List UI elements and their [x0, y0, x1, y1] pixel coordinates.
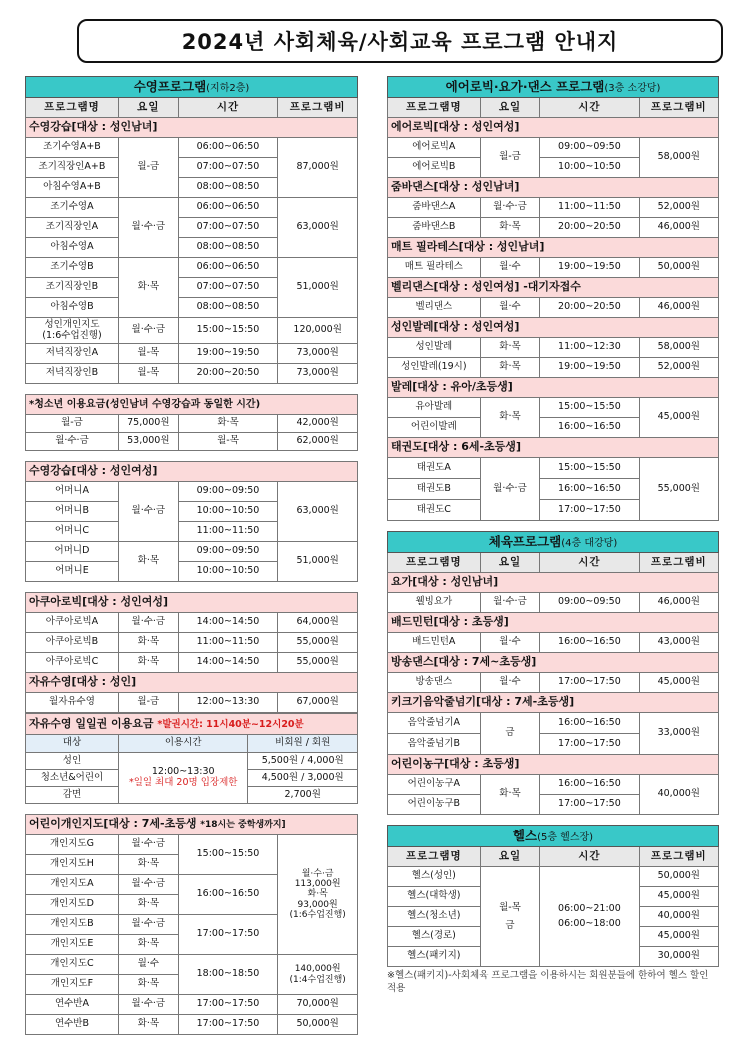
- program-name: 개인지도F: [26, 975, 119, 995]
- target-cell: 감면: [26, 787, 119, 804]
- health-table: [387, 825, 719, 967]
- program-name: 벨리댄스: [388, 298, 481, 318]
- fee-cell: 67,000원: [278, 693, 358, 713]
- day-cell: 화·목: [118, 633, 178, 653]
- program-name: 개인지도E: [26, 935, 119, 955]
- time-cell: 16:00~16:50: [540, 775, 639, 795]
- col-usetime: 이용시간: [118, 735, 247, 753]
- program-name: 조기직장인A+B: [26, 158, 119, 178]
- day-cell: 월-금: [480, 138, 540, 178]
- price-cell: 4,500원 / 3,000원: [248, 770, 358, 787]
- time-cell: 10:00~10:50: [178, 562, 278, 582]
- day-cell: 화·목: [118, 855, 178, 875]
- program-name: 음악줄넘기A: [388, 713, 481, 734]
- day-cell: 화·목: [480, 398, 540, 438]
- fee-cell: 33,000원: [639, 713, 718, 755]
- section-title: 요가[대상 : 성인남녀]: [388, 573, 719, 593]
- section-title: 어린이농구[대상 : 초등생]: [388, 755, 719, 775]
- time-cell: 08:00~08:50: [178, 178, 278, 198]
- day-cell: 화·목: [178, 415, 278, 433]
- day-cell: 월-금: [118, 693, 178, 713]
- time-cell: 17:00~17:50: [178, 915, 278, 955]
- program-name: 헬스(성인): [388, 867, 481, 887]
- section-title: 수영강습[대상 : 성인여성]: [26, 462, 358, 482]
- day-cell: 화·목: [480, 358, 540, 378]
- program-name: 아침수영A: [26, 238, 119, 258]
- time-cell: 15:00~15:50: [540, 458, 639, 479]
- fee-cell: 51,000원: [278, 542, 358, 582]
- day-cell: 월·수·금: [118, 835, 178, 855]
- col-time: 시간: [178, 98, 278, 118]
- day-cell: 월·수·금: [118, 198, 178, 258]
- limit-note: *일일 최대 20명 입장제한: [128, 777, 238, 788]
- time-cell: 19:00~19:50: [178, 344, 278, 364]
- sports-table: [387, 531, 719, 815]
- program-name: 연수반B: [26, 1015, 119, 1035]
- section-title: 키크기음악줄넘기[대상 : 7세-초등생]: [388, 693, 719, 713]
- program-name: 개인지도B: [26, 915, 119, 935]
- day-cell: 월-목 금: [480, 867, 540, 967]
- time-cell: 11:00~12:30: [540, 338, 639, 358]
- col-time: 시간: [540, 847, 639, 867]
- day-cell: 월-목: [118, 344, 178, 364]
- fee-cell: 75,000원: [118, 415, 178, 433]
- program-name: 유아발레: [388, 398, 481, 418]
- sports-header-sub: (4층 대강당): [561, 537, 618, 549]
- program-name: 어머니B: [26, 502, 119, 522]
- section-title: 태권도[대상 : 6세-초등생]: [388, 438, 719, 458]
- col-fee: 프로그램비: [639, 553, 718, 573]
- time-cell: 09:00~09:50: [178, 482, 278, 502]
- program-name: 연수반A: [26, 995, 119, 1015]
- day-cell: 월·수: [118, 955, 178, 975]
- usetime-cell: [118, 753, 247, 804]
- day-cell: 화·목: [480, 775, 540, 815]
- day-cell: 월-목: [118, 364, 178, 384]
- program-name: 개인지도G: [26, 835, 119, 855]
- program-name: 조기직장인B: [26, 278, 119, 298]
- fee-cell: 73,000원: [278, 344, 358, 364]
- swim-women-table: [25, 461, 358, 582]
- program-name: 성인발레: [388, 338, 481, 358]
- fee-cell: 51,000원: [278, 258, 358, 318]
- day-cell: 화·목: [118, 258, 178, 318]
- time-cell: 06:00~06:50: [178, 198, 278, 218]
- program-name: 에어로빅A: [388, 138, 481, 158]
- health-header-sub: (5층 헬스장): [537, 831, 594, 843]
- section-title: 벨리댄스[대상 : 성인여성] -대기자접수: [388, 278, 719, 298]
- col-program: 프로그램명: [26, 98, 119, 118]
- fee-cell: 45,000원: [639, 673, 718, 693]
- program-name: 어린이농구A: [388, 775, 481, 795]
- time-cell: 15:00~15:50: [540, 398, 639, 418]
- health-header-label: 헬스: [512, 827, 538, 843]
- day-cell: 월·수·금: [480, 593, 540, 613]
- col-day: 요일: [480, 847, 540, 867]
- time-cell: 11:00~11:50: [178, 633, 278, 653]
- time-cell: 07:00~07:50: [178, 278, 278, 298]
- fee-cell: 55,000원: [639, 458, 718, 521]
- fee-cell: 46,000원: [639, 218, 718, 238]
- time-cell: 09:00~09:50: [178, 542, 278, 562]
- time-cell: 08:00~08:50: [178, 298, 278, 318]
- fee-cell: 55,000원: [278, 633, 358, 653]
- day-cell: 월·수·금: [26, 433, 119, 451]
- program-name: 아쿠아로빅A: [26, 613, 119, 633]
- fee-cell: 120,000원: [278, 318, 358, 344]
- day-cell: 월·수·금: [118, 613, 178, 633]
- program-name: 아쿠아로빅B: [26, 633, 119, 653]
- fee-cell: 46,000원: [639, 298, 718, 318]
- fee-cell: 42,000원: [278, 415, 358, 433]
- program-name: 개인지도C: [26, 955, 119, 975]
- program-name: 어린이발레: [388, 418, 481, 438]
- time-cell: 18:00~18:50: [178, 955, 278, 995]
- section-title: 매트 필라테스[대상 : 성인남녀]: [388, 238, 719, 258]
- day-cell: 화·목: [118, 653, 178, 673]
- time-cell: 09:00~09:50: [540, 138, 639, 158]
- program-name: 아침수영A+B: [26, 178, 119, 198]
- aerobic-header-sub: (3층 소강당): [604, 82, 661, 94]
- col-target: 대상: [26, 735, 119, 753]
- section-title: 방송댄스[대상 : 7세~초등생]: [388, 653, 719, 673]
- time-cell: 11:00~11:50: [178, 522, 278, 542]
- kids-title: 어린이개인지도[대상 : 7세-초등생: [29, 817, 197, 831]
- fee-cell: 52,000원: [639, 198, 718, 218]
- col-time: 시간: [540, 98, 639, 118]
- swim-column: [25, 76, 358, 1035]
- swim-header-sub: (지하2층): [206, 82, 250, 94]
- program-name: 웰빙요가: [388, 593, 481, 613]
- fee-cell: 40,000원: [639, 907, 718, 927]
- swim-table: [25, 76, 358, 384]
- daypass-title: 자유수영 일일권 이용요금: [29, 716, 154, 730]
- fee-cell: 46,000원: [639, 593, 718, 613]
- program-name: 조기수영A: [26, 198, 119, 218]
- day-cell: 금: [480, 713, 540, 755]
- fee-cell: 70,000원: [278, 995, 358, 1015]
- program-name: 태권도B: [388, 479, 481, 500]
- program-name: 배드민턴A: [388, 633, 481, 653]
- col-day: 요일: [480, 98, 540, 118]
- swim-header-label: 수영프로그램: [133, 78, 207, 94]
- program-name: 개인지도H: [26, 855, 119, 875]
- day-cell: 화·목: [118, 1015, 178, 1035]
- time-cell: 07:00~07:50: [178, 218, 278, 238]
- price-cell: 5,500원 / 4,000원: [248, 753, 358, 770]
- time-cell: 15:00~15:50: [178, 835, 278, 875]
- col-program: 프로그램명: [388, 553, 481, 573]
- time-cell: 17:00~17:50: [540, 673, 639, 693]
- day-cell: 화·목: [480, 338, 540, 358]
- section-title: 에어로빅[대상 : 성인여성]: [388, 118, 719, 138]
- fee-cell: 140,000원 (1:4수업진행): [278, 955, 358, 995]
- program-name: 줌바댄스A: [388, 198, 481, 218]
- program-name: 조기직장인A: [26, 218, 119, 238]
- day-cell: 화·목: [118, 975, 178, 995]
- col-time: 시간: [540, 553, 639, 573]
- program-name: 개인지도A: [26, 875, 119, 895]
- fee-cell: 63,000원: [278, 198, 358, 258]
- program-name: 태권도C: [388, 500, 481, 521]
- day-cell: 화·목: [480, 218, 540, 238]
- fee-cell: 63,000원: [278, 482, 358, 542]
- day-cell: 월·수·금: [118, 995, 178, 1015]
- day-cell: 월·수·금: [118, 915, 178, 935]
- day-cell: 월·수·금: [118, 318, 178, 344]
- fee-cell: 64,000원: [278, 613, 358, 633]
- section-title: 줌바댄스[대상 : 성인남녀]: [388, 178, 719, 198]
- program-name: 에어로빅B: [388, 158, 481, 178]
- program-name: 성인발레(19시): [388, 358, 481, 378]
- time-cell: 08:00~08:50: [178, 238, 278, 258]
- kids-note: *18시는 중학생까지]: [200, 820, 286, 831]
- fee-cell: 월·수·금 113,000원 화·목 93,000원 (1:6수업진행): [278, 835, 358, 955]
- health-header: [388, 826, 719, 847]
- target-cell: 청소년&어린이: [26, 770, 119, 787]
- time-cell: 06:00~06:50: [178, 138, 278, 158]
- fee-cell: 58,000원: [639, 338, 718, 358]
- program-name: 헬스(청소년): [388, 907, 481, 927]
- day-cell: 월·수: [480, 298, 540, 318]
- day-cell: 월·수·금: [480, 458, 540, 521]
- program-name: 어머니C: [26, 522, 119, 542]
- fee-cell: 45,000원: [639, 398, 718, 438]
- time-cell: 20:00~20:50: [540, 218, 639, 238]
- program-name: 줌바댄스B: [388, 218, 481, 238]
- col-day: 요일: [118, 98, 178, 118]
- time-cell: 16:00~16:50: [540, 633, 639, 653]
- swim-header: [26, 77, 358, 98]
- time-cell: 19:00~19:50: [540, 258, 639, 278]
- program-name: 헬스(경로): [388, 927, 481, 947]
- section-title: [26, 815, 358, 835]
- section-title: 자유수영[대상 : 성인]: [26, 673, 358, 693]
- kids-lesson-table: [25, 814, 358, 1035]
- col-fee: 프로그램비: [639, 98, 718, 118]
- program-name: 어머니D: [26, 542, 119, 562]
- program-name: 어머니E: [26, 562, 119, 582]
- time-cell: 17:00~17:50: [540, 500, 639, 521]
- time-cell: 16:00~16:50: [540, 418, 639, 438]
- fee-cell: 45,000원: [639, 887, 718, 907]
- fee-cell: 87,000원: [278, 138, 358, 198]
- program-name: 방송댄스: [388, 673, 481, 693]
- aerobic-header-label: 에어로빅·요가·댄스 프로그램: [445, 78, 605, 94]
- fee-cell: 58,000원: [639, 138, 718, 178]
- day-cell: 월·수: [480, 258, 540, 278]
- program-name: 조기수영A+B: [26, 138, 119, 158]
- day-cell: 월-금: [118, 138, 178, 198]
- program-name: 월자유수영: [26, 693, 119, 713]
- time-cell: 06:00~21:00 06:00~18:00: [540, 867, 639, 967]
- time-cell: 07:00~07:50: [178, 158, 278, 178]
- fee-cell: 62,000원: [278, 433, 358, 451]
- fee-cell: 30,000원: [639, 947, 718, 967]
- section-title: [26, 714, 358, 735]
- time-cell: 09:00~09:50: [540, 593, 639, 613]
- right-column: [387, 76, 719, 996]
- time-cell: 16:00~16:50: [540, 479, 639, 500]
- time-cell: 10:00~10:50: [540, 158, 639, 178]
- program-name: 헬스(대학생): [388, 887, 481, 907]
- program-name: 조기수영B: [26, 258, 119, 278]
- fee-cell: 55,000원: [278, 653, 358, 673]
- program-name: 성인개인지도 (1:6수업진행): [26, 318, 119, 344]
- time-cell: 17:00~17:50: [540, 734, 639, 755]
- fee-cell: 45,000원: [639, 927, 718, 947]
- time-cell: 15:00~15:50: [178, 318, 278, 344]
- section-title: 아쿠아로빅[대상 : 성인여성]: [26, 593, 358, 613]
- program-name: 개인지도D: [26, 895, 119, 915]
- fee-cell: 53,000원: [118, 433, 178, 451]
- fee-cell: 50,000원: [639, 258, 718, 278]
- time-cell: 06:00~06:50: [178, 258, 278, 278]
- aerobic-table: [387, 76, 719, 521]
- program-name: 아침수영B: [26, 298, 119, 318]
- aerobic-header: [388, 77, 719, 98]
- time-cell: 17:00~17:50: [178, 995, 278, 1015]
- daypass-table: [25, 713, 358, 804]
- time-cell: 20:00~20:50: [178, 364, 278, 384]
- section-title: 배드민턴[대상 : 초등생]: [388, 613, 719, 633]
- time-cell: 16:00~16:50: [178, 875, 278, 915]
- program-name: 매트 필라테스: [388, 258, 481, 278]
- time-cell: 17:00~17:50: [540, 795, 639, 815]
- program-name: 태권도A: [388, 458, 481, 479]
- time-cell: 16:00~16:50: [540, 713, 639, 734]
- program-name: 저녁직장인A: [26, 344, 119, 364]
- time-cell: 17:00~17:50: [178, 1015, 278, 1035]
- day-cell: 화·목: [118, 935, 178, 955]
- day-cell: 월-목: [178, 433, 278, 451]
- sports-header-label: 체육프로그램: [488, 533, 562, 549]
- col-price: 비회원 / 회원: [248, 735, 358, 753]
- fee-cell: 52,000원: [639, 358, 718, 378]
- program-name: 어린이농구B: [388, 795, 481, 815]
- day-cell: 화·목: [118, 542, 178, 582]
- page-title: 2024년 사회체육/사회교육 프로그램 안내지: [77, 19, 723, 63]
- daypass-note: *발권시간: 11시40분~12시20분: [157, 718, 304, 730]
- time-cell: 14:00~14:50: [178, 613, 278, 633]
- time-cell: 19:00~19:50: [540, 358, 639, 378]
- time-cell: 20:00~20:50: [540, 298, 639, 318]
- fee-cell: 50,000원: [278, 1015, 358, 1035]
- program-name: 음악줄넘기B: [388, 734, 481, 755]
- section-title: *청소년 이용요금(성인남녀 수영강습과 동일한 시간): [26, 395, 358, 415]
- col-day: 요일: [480, 553, 540, 573]
- col-program: 프로그램명: [388, 98, 481, 118]
- fee-cell: 43,000원: [639, 633, 718, 653]
- price-cell: 2,700원: [248, 787, 358, 804]
- health-note: ※헬스(패키지)-사회체육 프로그램을 이용하시는 회원분들에 한하여 헬스 할인 적용: [387, 970, 709, 994]
- fee-cell: 40,000원: [639, 775, 718, 815]
- day-cell: 월·수: [480, 673, 540, 693]
- program-name: 아쿠아로빅C: [26, 653, 119, 673]
- day-cell: 월·수·금: [118, 875, 178, 895]
- fee-cell: 50,000원: [639, 867, 718, 887]
- col-fee: 프로그램비: [278, 98, 358, 118]
- program-name: 저녁직장인B: [26, 364, 119, 384]
- usetime-value: 12:00~13:30: [151, 766, 215, 778]
- section-title: 수영강습[대상 : 성인남녀]: [26, 118, 358, 138]
- time-cell: 14:00~14:50: [178, 653, 278, 673]
- sports-header: [388, 532, 719, 553]
- aqua-table: [25, 592, 358, 713]
- teen-fee-table: [25, 394, 358, 451]
- time-cell: 12:00~13:30: [178, 693, 278, 713]
- section-title: 성인발레[대상 : 성인여성]: [388, 318, 719, 338]
- time-cell: 10:00~10:50: [178, 502, 278, 522]
- day-cell: 월·수: [480, 633, 540, 653]
- fee-cell: 73,000원: [278, 364, 358, 384]
- day-cell: 월·수·금: [480, 198, 540, 218]
- section-title: 발레[대상 : 유아/초등생]: [388, 378, 719, 398]
- col-fee: 프로그램비: [639, 847, 718, 867]
- col-program: 프로그램명: [388, 847, 481, 867]
- day-cell: 월-금: [26, 415, 119, 433]
- program-name: 어머니A: [26, 482, 119, 502]
- day-cell: 월·수·금: [118, 482, 178, 542]
- program-name: 헬스(패키지): [388, 947, 481, 967]
- time-cell: 11:00~11:50: [540, 198, 639, 218]
- day-cell: 화·목: [118, 895, 178, 915]
- target-cell: 성인: [26, 753, 119, 770]
